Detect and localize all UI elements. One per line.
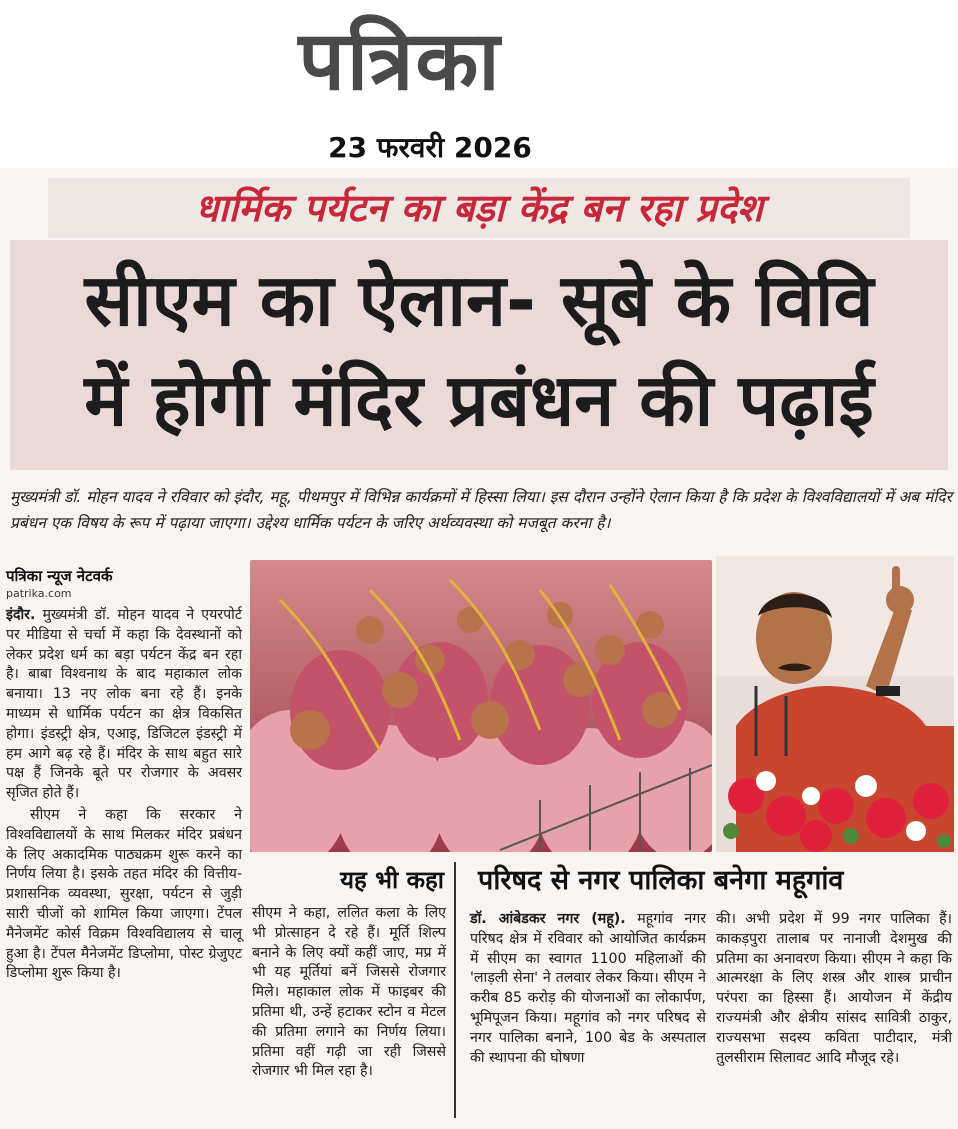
sidebar-body: सीएम ने कहा, ललित कला के लिए भी प्रोत्साहन दे रहे हैं। मूर्ति शिल्प बनाने के लिए क्यों कहीं जाए, मप्र में भी यह मूर्तियां बनें जिससे रोजगार मिले। महाकाल लोक में फाइबर की प्रतिमा थी, उन्हें हटाकर स्टोन व मेटल की प्रतिमा लगाने का निर्णय लिया। प्रतिमा वहीं गढ़ी जा रही जिससे रोजगार भी मिल रहा है। [252,905,446,1080]
body-paragraph-1-text: मुख्यमंत्री डॉ. मोहन यादव ने एयरपोर्ट पर मीडिया से चर्चा में कहा कि देवस्थानों को लेकर प्रदेश धर्म का बड़ा पर्यटन केंद्र बन रहा है। बाबा विश्वनाथ के बाद महाकाल लोक बनाया। 13 नए लोक बना रहे हैं। इनके माध्यम से धार्मिक पर्यटन का क्षेत्र विकसित होगा। इंडस्ट्री क्षेत्र, एआइ, डिजिटल इंडस्ट्री में हम आगे बढ़ रहे हैं। मंदिर के साथ बहुत सारे पक्ष हैं जिनके बूते पर रोजगार के अवसर सृजित होते हैं। [6,607,242,802]
body-paragraph-2: सीएम ने कहा कि सरकार ने विश्वविद्यालयों के साथ मिलकर मंदिर प्रबंधन के लिए अकादमिक पाठ्यक्रम शुरू करने का निर्णय लिया है। इसके तहत मंदिर की वित्तीय-प्रशासनिक व्यवस्था, सुरक्षा, पर्यटन से जुड़ी सारी चीजों को शामिल किया जाएगा। टेंपल मैनेजमेंट कोर्स विक्रम विश्वविद्यालय से चालू हुआ है। टेंपल मैनेजमेंट डिप्लोमा, पोस्ट ग्रेजुएट डिप्लोमा शुरू किया है। [6,806,242,982]
byline-site: patrika.com [6,587,72,600]
subarticle-column-2: की। अभी प्रदेश में 99 नगर पालिका हैं। काकड़पुरा तालाब पर नानाजी देशमुख की प्रतिमा का अनावरण किया। सीएम ने कहा कि आत्मरक्षा के लिए शस्त्र और शास्त्र प्राचीन परंपरा का हिस्सा हैं। आयोजन में केंद्रीय राज्यमंत्री और क्षेत्रीय सांसद सावित्री ठाकुर, राज्यसभा सदस्य कविता पाटीदार, मंत्री तुलसीराम सिलावट आदि मौजूद रहे। [716,911,952,1066]
headline-line-2: में होगी मंदिर प्रबंधन की पढ़ाई [84,358,874,442]
kicker-banner [48,178,910,238]
subarticle-column-1 [470,910,706,1068]
photo-crowd-of-women [250,560,712,852]
newspaper-masthead [230,8,570,120]
headline-line-1: सीएम का ऐलान- सूबे के विवि [84,258,874,342]
photo-chief-minister [716,556,954,852]
kicker-text: धार्मिक पर्यटन का बड़ा केंद्र बन रहा प्रदेश [195,186,763,230]
subarticle-dateline: डॉ. आंबेडकर नगर (महू). [470,911,626,927]
clipping-date: 23 फरवरी 2026 [328,131,532,164]
masthead-logo: पत्रिका [298,13,502,109]
body-paragraph-1 [6,606,242,804]
sidebar-title: यह भी कहा [340,866,444,894]
column-divider [454,862,456,1118]
headline-box [10,240,948,470]
subarticle-headline: परिषद से नगर पालिका बनेगा महूगांव [478,865,844,896]
main-article-column [6,566,242,984]
dateline: इंदौर. [6,607,36,623]
article-deck: मुख्यमंत्री डॉ. मोहन यादव ने रविवार को इंदौर, महू, पीथमपुर में विभिन्न कार्यक्रमों में हिस्सा लिया। इस दौरान उन्होंने ऐलान किया है कि प्रदेश के विश्वविद्यालयों में अब मंदिर प्रबंधन एक विषय के रूप में पढ़ाया जाएगा। उद्देश्य धार्मिक पर्यटन के जरिए अर्थव्यवस्था को मजबूत करना है। [10,488,952,532]
subarticle-column-1-text: महूगांव नगर परिषद क्षेत्र में रविवार को आयोजित कार्यक्रम में सीएम का स्वागत 1100 महिलाओं की 'लाड़ली सेना' ने तलवार लेकर किया। सीएम ने करीब 85 करोड़ की योजनाओं का लोकार्पण, भूमिपूजन किया। महूगांव को नगर परिषद से नगर पालिका बनाने, 100 बेड के अस्पताल की स्थापना की घोषणा [470,911,706,1066]
byline: पत्रिका न्यूज नेटवर्क [6,567,113,585]
